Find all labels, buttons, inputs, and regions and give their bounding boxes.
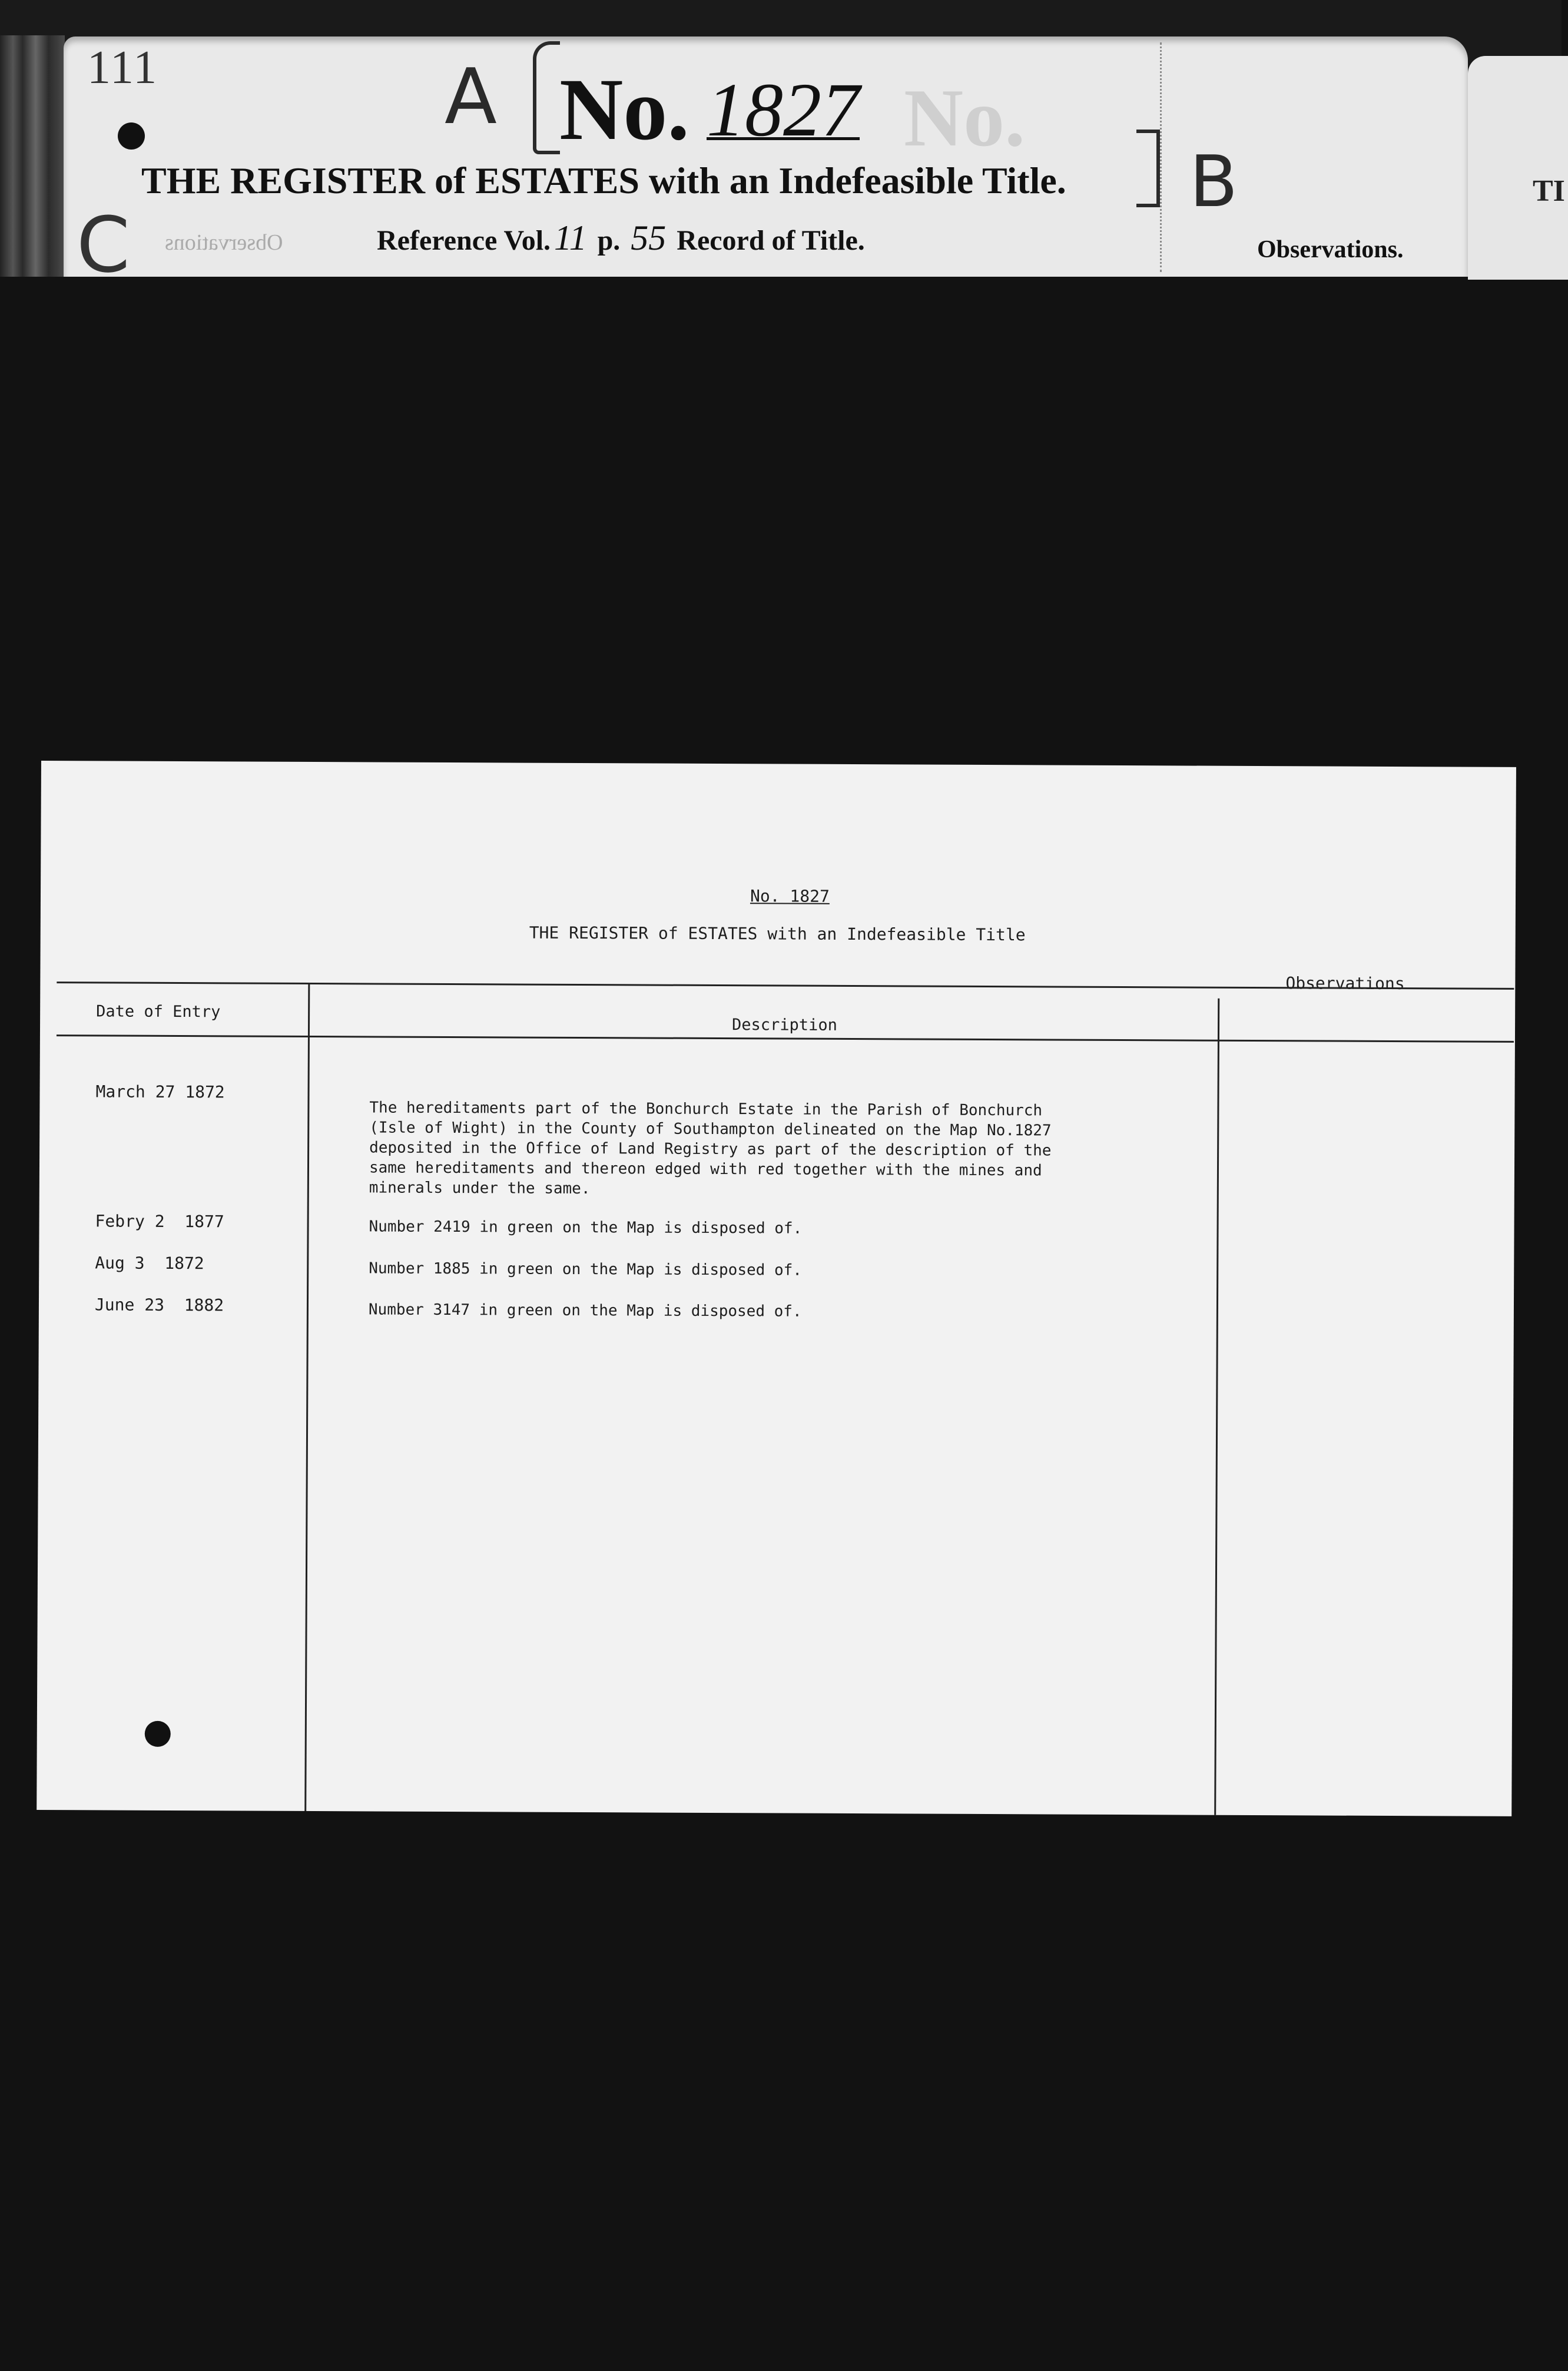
date-column-header: Date of Entry: [96, 1002, 221, 1022]
register-number-label: No.: [559, 61, 689, 158]
perforation-line: [1160, 42, 1162, 272]
reference-line: [377, 218, 865, 258]
entry-description: The hereditaments part of the Bonchurch Estate in the Parish of Bonchurch (Isle of Wight) in the County of Southampton delineated on the Map No.1827 deposited in the Office of Land Registry as part of the description of the same hereditaments and thereon edged with red together with the mines and minerals under the same.: [369, 1099, 1052, 1198]
card-register-number: No. 1827: [750, 886, 830, 906]
handwritten-bracket-right: [1136, 130, 1160, 207]
register-number-handwritten: 1827: [707, 68, 860, 152]
date-column-divider: [304, 984, 310, 1811]
register-title: THE REGISTER of ESTATES with an Indefeasible Title.: [141, 160, 1066, 201]
bleed-through-text: No.: [904, 72, 1026, 164]
original-register-header-scan: [0, 0, 1565, 290]
table-header-rule: [57, 1034, 1514, 1043]
observations-label: Observations.: [1257, 236, 1404, 263]
entry-description: Number 1885 in green on the Map is disposed of.: [369, 1259, 803, 1279]
handwritten-bracket-left: [533, 41, 560, 154]
entry-date: Aug 3 1872: [95, 1253, 204, 1274]
reference-suffix: Record of Title.: [677, 225, 865, 256]
card-title: THE REGISTER of ESTATES with an Indefeasible Title: [529, 923, 1026, 945]
description-column-header: Description: [731, 1016, 837, 1034]
folio-number: 111: [87, 42, 158, 94]
entry-description: Number 2419 in green on the Map is disposed of.: [369, 1218, 803, 1238]
reference-volume-handwritten: 11: [554, 218, 587, 257]
bleed-through-observations: Observations: [165, 230, 283, 255]
entry-date: June 23 1882: [94, 1295, 224, 1315]
adjacent-page-title-fragment: TI: [1533, 174, 1565, 208]
book-page-edges: [0, 35, 65, 277]
entry-date: Febry 2 1877: [95, 1211, 224, 1232]
typed-register-card: [37, 761, 1516, 1816]
handwritten-mark: C: [77, 200, 130, 290]
handwritten-annotation-b: B: [1189, 141, 1238, 223]
handwritten-annotation-a: A: [445, 52, 497, 141]
punch-hole-icon: [145, 1721, 171, 1747]
adjacent-page: [1468, 56, 1568, 280]
punch-hole-icon: [118, 122, 145, 150]
entry-description: Number 3147 in green on the Map is disposed of.: [368, 1301, 802, 1321]
observations-column-header: Observations: [1285, 973, 1405, 994]
entry-date: March 27 1872: [95, 1082, 225, 1102]
reference-page-label: p.: [597, 225, 621, 256]
reference-page-handwritten: 55: [631, 218, 667, 257]
reference-prefix: Reference Vol.: [377, 225, 551, 256]
